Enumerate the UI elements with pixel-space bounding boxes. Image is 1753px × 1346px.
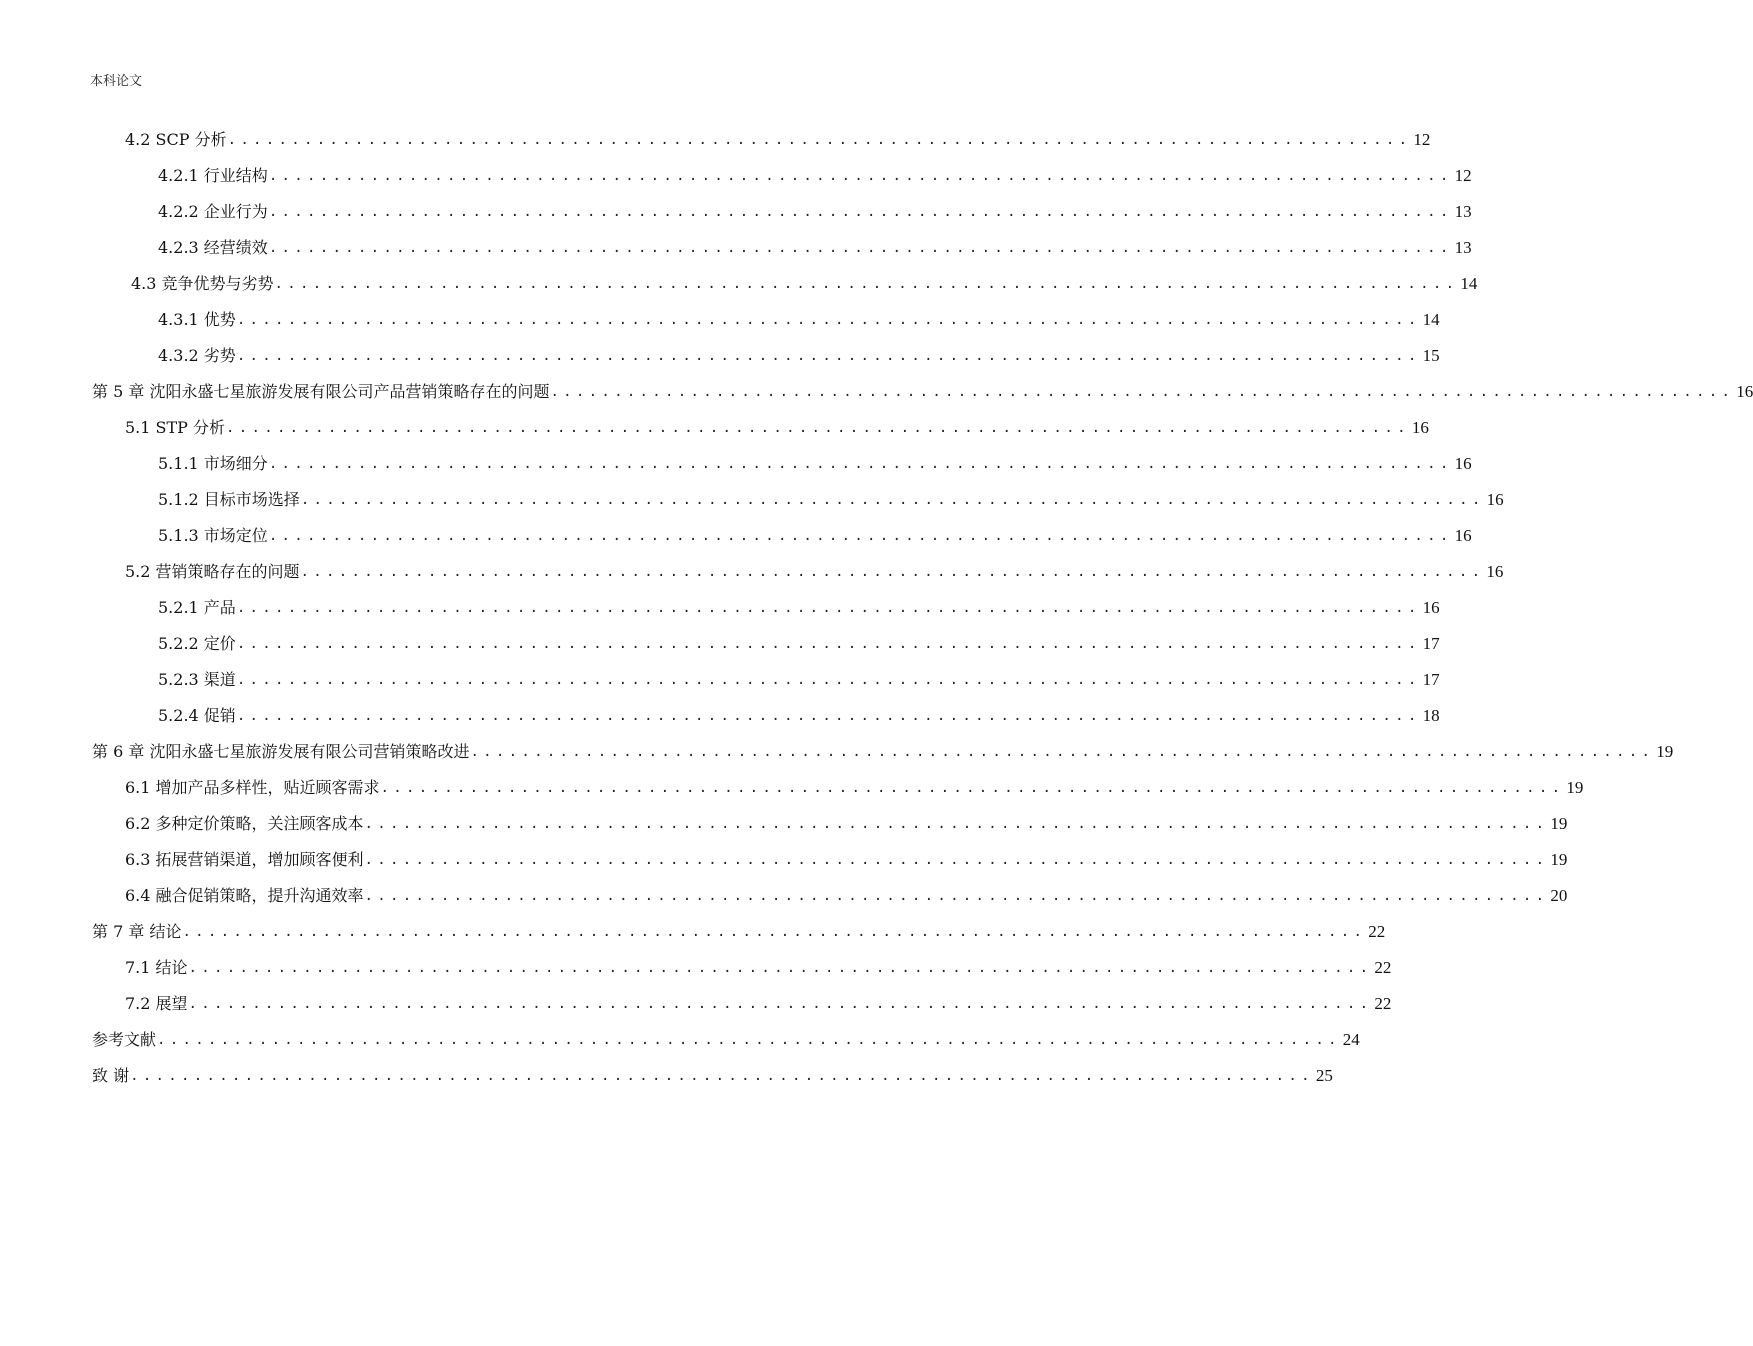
toc-dot-leader: ............................................................................................. [157, 1032, 1341, 1048]
toc-entry-label: 4.2 SCP 分析 [125, 130, 227, 149]
toc-dot-leader: ............................................................................................. [268, 168, 1453, 184]
toc-entry-label: 6.3 拓展营销渠道，增加顾客便利 [125, 850, 364, 869]
toc-entry-label: 7.2 展望 [125, 994, 188, 1013]
toc-entry[interactable] [0, 266, 1478, 302]
toc-dot-leader: ............................................................................................. [227, 132, 1412, 148]
toc-entry[interactable] [0, 554, 1504, 590]
toc-entry-label: 4.2.2 企业行为 [158, 202, 268, 221]
toc-page-number: 19 [1656, 742, 1674, 761]
toc-dot-leader: ............................................................................................. [274, 276, 1459, 292]
toc-page-number: 20 [1550, 886, 1568, 905]
toc-entry-label: 4.2.1 行业结构 [158, 166, 268, 185]
toc-entry-label: 5.2 营销策略存在的问题 [125, 562, 300, 581]
toc-entry[interactable] [0, 374, 1753, 410]
toc-dot-leader: ............................................................................................. [268, 528, 1453, 544]
toc-dot-leader: ............................................................................................. [300, 492, 1485, 508]
toc-dot-leader: ............................................................................................. [182, 924, 1367, 940]
toc-page-number: 16 [1486, 490, 1504, 509]
toc-entry[interactable] [0, 950, 1392, 986]
toc-entry-label: 6.2 多种定价策略，关注顾客成本 [125, 814, 364, 833]
toc-entry-label: 5.1 STP 分析 [125, 418, 226, 437]
toc-entry[interactable] [0, 662, 1440, 698]
table-of-contents [0, 122, 1753, 1094]
toc-dot-leader: ............................................................................................. [300, 564, 1485, 580]
toc-entry[interactable] [0, 770, 1584, 806]
toc-dot-leader: ............................................................................................. [236, 600, 1421, 616]
toc-page-number: 22 [1374, 994, 1392, 1013]
toc-entry[interactable] [0, 338, 1440, 374]
toc-dot-leader: ............................................................................................. [364, 816, 1549, 832]
toc-entry-label: 4.3.1 优势 [158, 310, 236, 329]
toc-entry-label: 致 谢 [92, 1066, 130, 1085]
toc-entry[interactable] [0, 1058, 1333, 1094]
toc-dot-leader: ............................................................................................. [470, 744, 1655, 760]
page-header-title: 本科论文 [90, 74, 143, 89]
toc-page-number: 13 [1454, 202, 1472, 221]
toc-page-number: 16 [1454, 526, 1472, 545]
toc-entry-label: 第 5 章 沈阳永盛七星旅游发展有限公司产品营销策略存在的问题 [92, 382, 550, 401]
toc-entry[interactable] [0, 986, 1392, 1022]
toc-entry[interactable] [0, 1022, 1360, 1058]
toc-entry[interactable] [0, 626, 1440, 662]
toc-dot-leader: ............................................................................................. [268, 204, 1453, 220]
toc-entry-label: 4.2.3 经营绩效 [158, 238, 268, 257]
toc-entry[interactable] [0, 806, 1568, 842]
toc-page-number: 25 [1315, 1066, 1333, 1085]
toc-page-number: 16 [1486, 562, 1504, 581]
toc-page-number: 17 [1422, 634, 1440, 653]
toc-entry[interactable] [0, 122, 1431, 158]
toc-dot-leader: ............................................................................................. [236, 312, 1421, 328]
toc-entry[interactable] [0, 410, 1429, 446]
toc-page-number: 22 [1368, 922, 1386, 941]
toc-entry-label: 5.2.1 产品 [158, 598, 236, 617]
toc-entry-label: 5.2.2 定价 [158, 634, 236, 653]
toc-entry-label: 4.3 竞争优势与劣势 [131, 274, 274, 293]
toc-entry[interactable] [0, 446, 1472, 482]
toc-dot-leader: ............................................................................................. [130, 1068, 1314, 1084]
toc-entry[interactable] [0, 158, 1472, 194]
toc-entry[interactable] [0, 842, 1568, 878]
toc-page-number: 16 [1411, 418, 1429, 437]
toc-page-number: 19 [1550, 814, 1568, 833]
toc-entry-label: 5.2.4 促销 [158, 706, 236, 725]
toc-dot-leader: ............................................................................................. [236, 348, 1421, 364]
toc-page-number: 12 [1413, 130, 1431, 149]
toc-page-number: 12 [1454, 166, 1472, 185]
toc-dot-leader: ............................................................................................. [188, 960, 1373, 976]
toc-entry[interactable] [0, 518, 1472, 554]
toc-page-number: 14 [1460, 274, 1478, 293]
toc-page-number: 16 [1422, 598, 1440, 617]
toc-entry[interactable] [0, 914, 1386, 950]
toc-dot-leader: ............................................................................................. [236, 636, 1421, 652]
toc-dot-leader: ............................................................................................. [380, 780, 1565, 796]
toc-page-number: 15 [1422, 346, 1440, 365]
toc-entry[interactable] [0, 590, 1440, 626]
toc-dot-leader: ............................................................................................. [364, 888, 1549, 904]
toc-entry-label: 5.2.3 渠道 [158, 670, 236, 689]
toc-entry-label: 6.1 增加产品多样性，贴近顾客需求 [125, 778, 380, 797]
toc-dot-leader: ............................................................................................. [188, 996, 1373, 1012]
toc-entry-label: 4.3.2 劣势 [158, 346, 236, 365]
toc-entry[interactable] [0, 698, 1440, 734]
toc-entry[interactable] [0, 302, 1440, 338]
toc-page-number: 19 [1550, 850, 1568, 869]
toc-entry-label: 5.1.3 市场定位 [158, 526, 268, 545]
toc-page-number: 18 [1422, 706, 1440, 725]
toc-dot-leader: ............................................................................................. [236, 708, 1421, 724]
toc-entry-label: 6.4 融合促销策略，提升沟通效率 [125, 886, 364, 905]
toc-dot-leader: ............................................................................................. [550, 384, 1735, 400]
toc-dot-leader: ............................................................................................. [236, 672, 1421, 688]
toc-entry[interactable] [0, 482, 1504, 518]
toc-entry-label: 5.1.2 目标市场选择 [158, 490, 300, 509]
toc-page-number: 14 [1422, 310, 1440, 329]
toc-entry-label: 参考文献 [92, 1030, 157, 1049]
toc-page-number: 19 [1566, 778, 1584, 797]
toc-page-number: 16 [1454, 454, 1472, 473]
toc-entry[interactable] [0, 230, 1472, 266]
toc-dot-leader: ............................................................................................. [364, 852, 1549, 868]
toc-dot-leader: ............................................................................................. [268, 456, 1453, 472]
toc-page-number: 22 [1374, 958, 1392, 977]
toc-entry-label: 7.1 结论 [125, 958, 188, 977]
toc-page-number: 13 [1454, 238, 1472, 257]
toc-entry-label: 第 7 章 结论 [92, 922, 182, 941]
toc-entry[interactable] [0, 734, 1674, 770]
toc-entry[interactable] [0, 878, 1568, 914]
toc-page-number: 16 [1736, 382, 1753, 401]
toc-page-number: 24 [1342, 1030, 1360, 1049]
toc-entry-label: 第 6 章 沈阳永盛七星旅游发展有限公司营销策略改进 [92, 742, 470, 761]
toc-entry[interactable] [0, 194, 1472, 230]
toc-entry-label: 5.1.1 市场细分 [158, 454, 268, 473]
toc-dot-leader: ............................................................................................. [268, 240, 1453, 256]
toc-page-number: 17 [1422, 670, 1440, 689]
toc-dot-leader: ............................................................................................. [226, 420, 1410, 436]
